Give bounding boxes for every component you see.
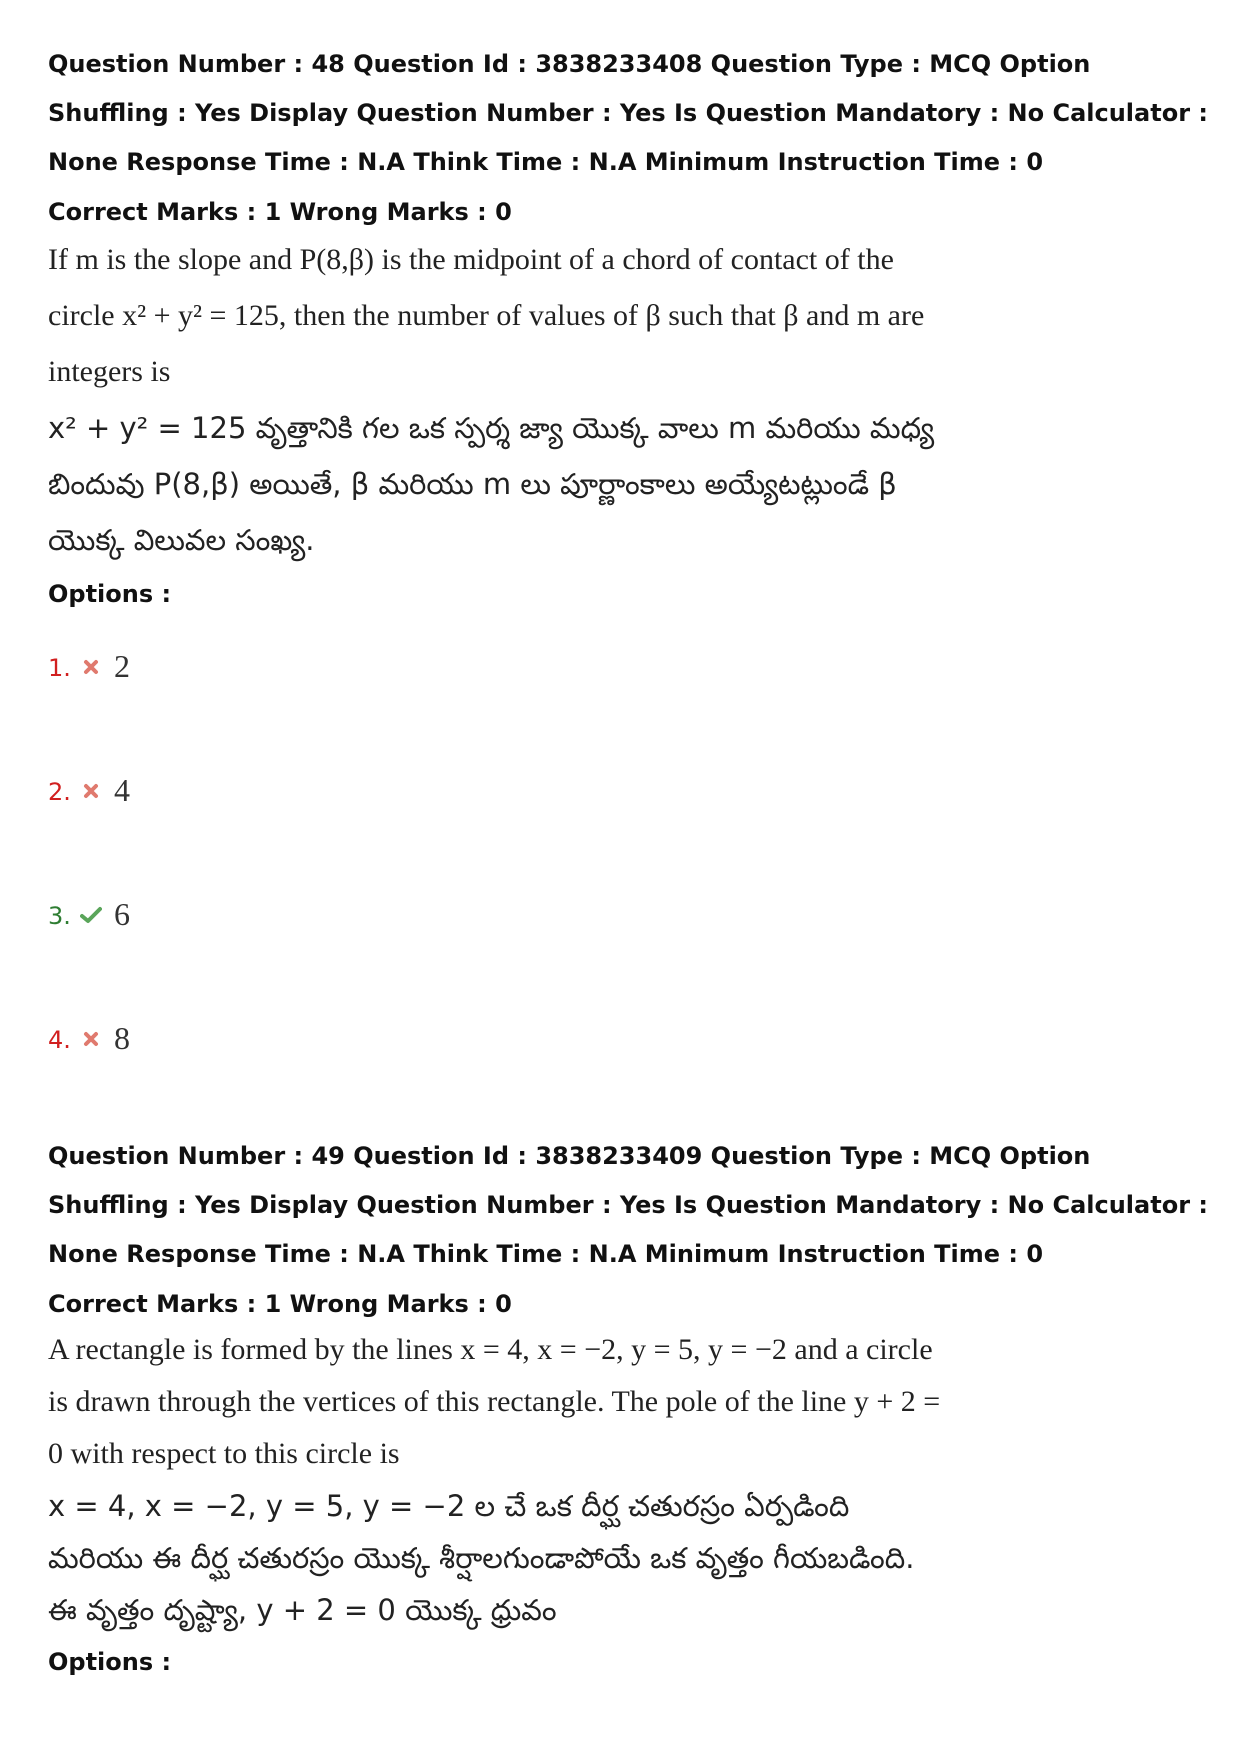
cross-icon [78,778,104,804]
option-value: 2 [114,648,130,684]
option-value: 4 [114,772,130,808]
option-3 [48,876,1208,1000]
option-value: 8 [114,1020,130,1056]
question-49 [48,1132,1208,1682]
cross-icon [78,654,104,680]
option-value: 6 [114,896,130,932]
question-statement-telugu: x² + y² = 125 వృత్తానికి గల ఒక స్పర్శ జ్యా యొక్క వాలు m మరియు మధ్య బిందువు P(8,β) అయితే, β మరియు m లు పూర్ణాంకాలు అయ్యేటట్లుండే β యొక్క విలువల సంఖ్య. [48,411,935,557]
check-icon [78,902,104,928]
options-heading: Options : [48,580,172,608]
options-heading: Options : [48,1648,172,1676]
question-marks: Correct Marks : 1 Wrong Marks : 0 [48,1290,512,1318]
option-number: 4. [48,1026,71,1054]
question-48 [48,40,1208,1124]
option-2 [48,752,1208,876]
option-number: 2. [48,778,71,806]
option-number: 3. [48,902,71,930]
question-statement-telugu: x = 4, x = −2, y = 5, y = −2 ల చే ఒక దీర్ఘ చతురస్రం ఏర్పడింది మరియు ఈ దీర్ఘ చతురస్రం యొక్క శీర్షాలగుండాపోయే ఒక వృత్తం గీయబడింది. ఈ వృత్తం దృష్ట్యా, y + 2 = 0 యొక్క ధ్రువం [48,1489,915,1627]
question-statement-english: If m is the slope and P(8,β) is the midpoint of a chord of contact of the circle x² + y² = 125, then the number of values of β such that β and m are integers is [48,243,925,388]
question-meta: Question Number : 48 Question Id : 3838233408 Question Type : MCQ Option Shuffling : Yes Display Question Number : Yes Is Question Mandatory : No Calculator : None Response Time : N.A Think Time : N.A Minimum Instruction Time : 0 [48,50,1208,176]
question-marks: Correct Marks : 1 Wrong Marks : 0 [48,198,512,226]
cross-icon [78,1026,104,1052]
question-statement-english: A rectangle is formed by the lines x = 4, x = −2, y = 5, y = −2 and a circle is drawn through the vertices of this rectangle. The pole of the line y + 2 = 0 with respect to this circle is [48,1333,941,1470]
option-4 [48,1000,1208,1124]
option-1 [48,628,1208,752]
question-meta: Question Number : 49 Question Id : 3838233409 Question Type : MCQ Option Shuffling : Yes Display Question Number : Yes Is Question Mandatory : No Calculator : None Response Time : N.A Think Time : N.A Minimum Instruction Time : 0 [48,1142,1208,1268]
option-number: 1. [48,654,71,682]
options-list [48,628,1208,1124]
